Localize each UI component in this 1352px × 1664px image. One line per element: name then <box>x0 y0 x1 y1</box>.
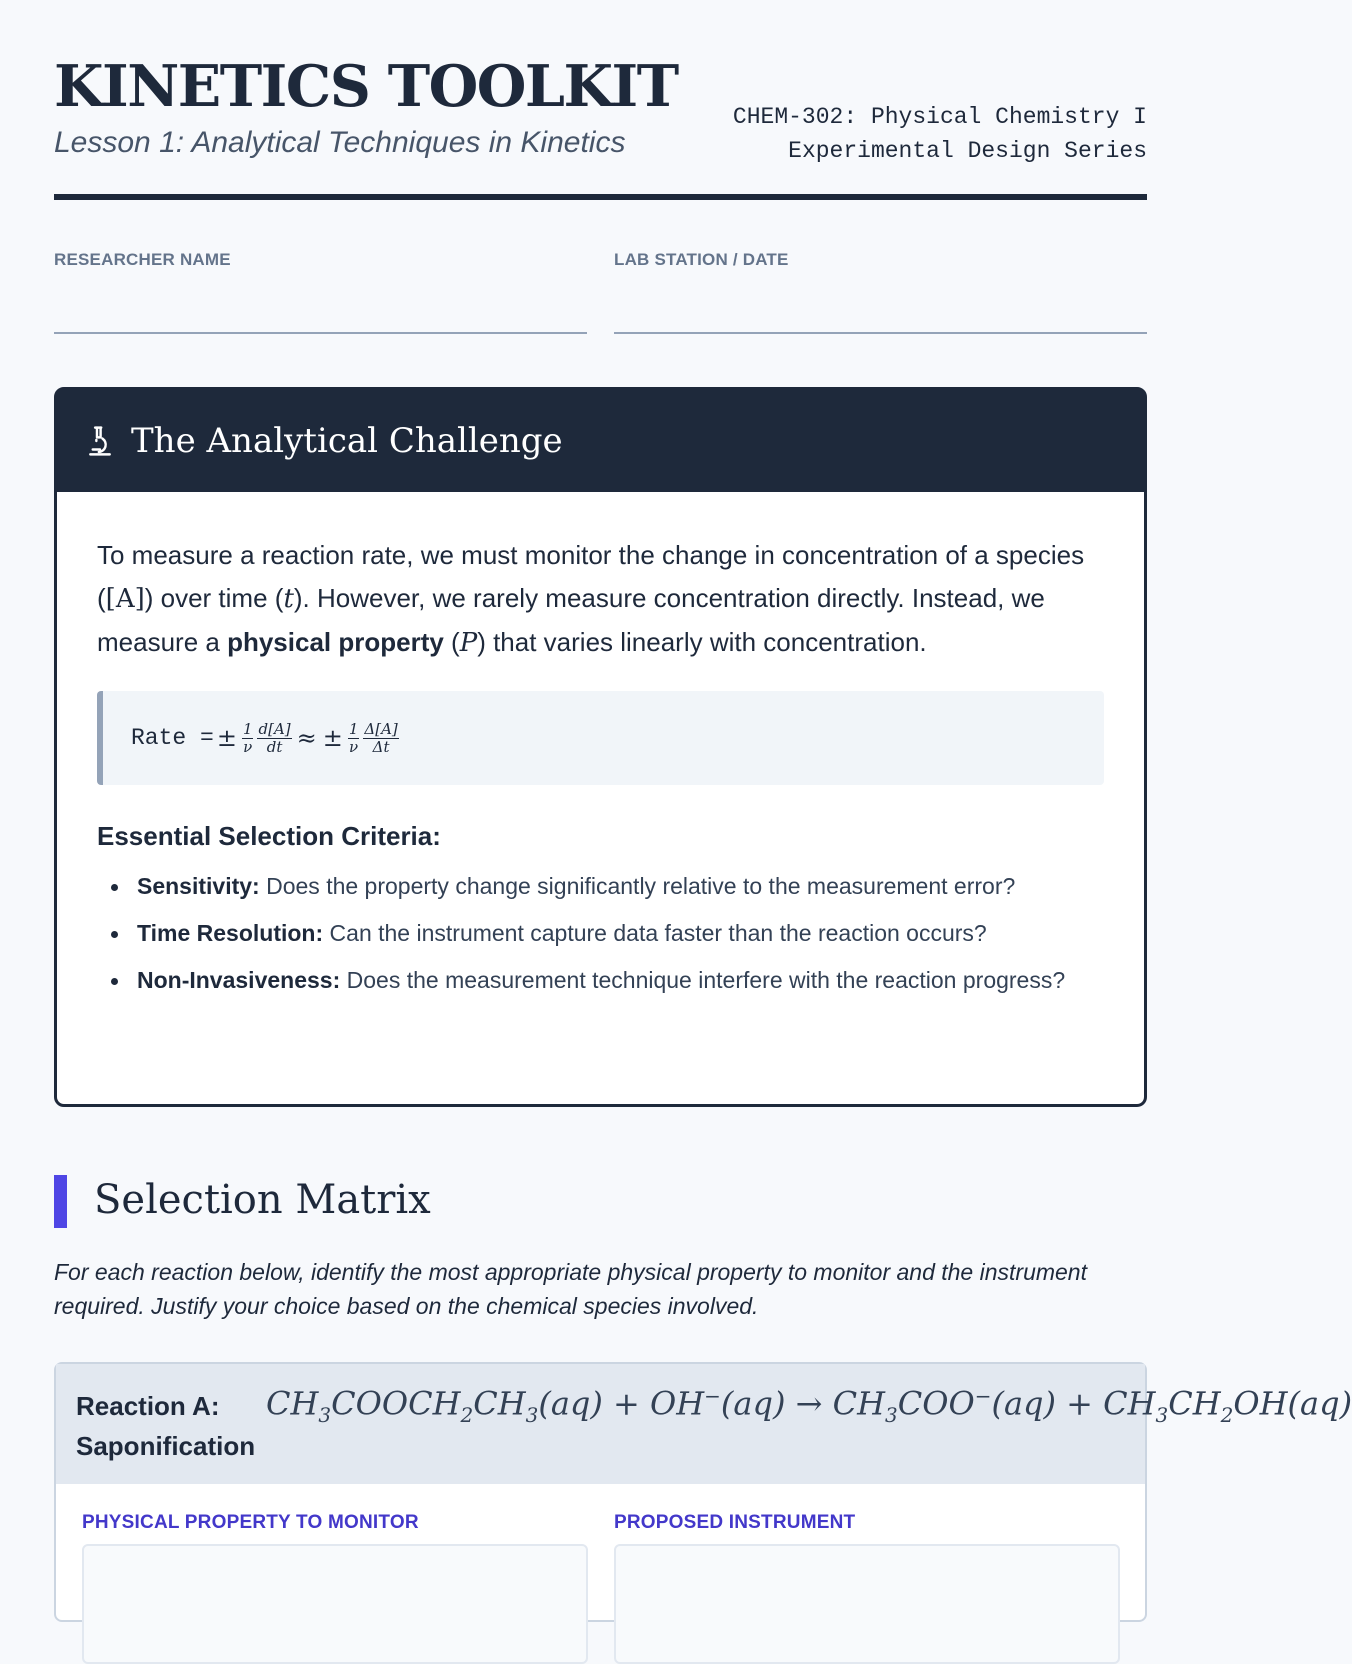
concentration-symbol: [A] <box>105 584 145 614</box>
section-accent-bar <box>54 1175 67 1228</box>
card-header <box>57 390 1144 492</box>
reaction-a-equation: $CH_3COOCH_2CH_3(aq) + OH^-(aq) \to CH_3COO^-(aq) + CH_3CH_2OH(aq)$ <box>266 1384 1352 1428</box>
time-symbol: t <box>283 584 294 614</box>
worksheet-page <box>54 0 1352 1533</box>
lab-station-date-field[interactable] <box>614 250 1147 334</box>
physical-property-term: physical property <box>227 627 444 657</box>
worksheet-fields <box>54 250 1147 336</box>
criteria-item: Sensitivity: Does the property change significantly relative to the measurement error? <box>97 870 1104 903</box>
instrument-column-label: PROPOSED INSTRUMENT <box>614 1512 856 1533</box>
criteria-list <box>97 870 1104 997</box>
researcher-name-field[interactable] <box>54 250 587 334</box>
rate-formula: Rate = ± $\frac{1}{\nu}$ $\frac{d[A]}{dt}$ ≈ ± $\frac{1}{\nu}$ $\frac{\Delta[A]}{\Delta t}$ <box>97 691 1104 785</box>
card-body <box>57 492 1144 997</box>
course-info <box>733 100 1147 168</box>
property-column-label: PHYSICAL PROPERTY TO MONITOR <box>82 1512 419 1533</box>
reaction-a-body <box>56 1484 1145 1624</box>
section-description: For each reaction below, identify the most appropriate physical property to monitor and the instrument required. Justify your choice based on the chemical species involved. <box>54 1259 1087 1319</box>
series-name: Experimental Design Series <box>788 138 1147 164</box>
section-title: Selection Matrix <box>94 1177 431 1223</box>
formula-prefix: Rate = <box>131 725 214 751</box>
card-title: The Analytical Challenge <box>131 421 563 461</box>
instrument-answer-box[interactable] <box>614 1544 1120 1664</box>
criteria-heading: Essential Selection Criteria: <box>97 821 441 851</box>
property-symbol: P <box>459 628 478 658</box>
course-name: CHEM-302: Physical Chemistry I <box>732 104 1147 130</box>
criteria-item: Time Resolution: Can the instrument capture data faster than the reaction occurs? <box>97 917 1104 950</box>
microscope-icon <box>85 424 115 458</box>
reaction-a-card <box>54 1362 1352 1622</box>
intro-paragraph: To measure a reaction rate, we must monitor the change in concentration of a species ([A]) over time (t). However, we rarely measure concentration directly. Instead, we measure a physical property (P) that varies linearly with concentration. <box>97 540 1085 658</box>
analytical-challenge-card <box>54 387 1147 1107</box>
page-header <box>54 0 1147 200</box>
lesson-subtitle: Lesson 1: Analytical Techniques in Kinetics <box>54 126 626 159</box>
property-answer-box[interactable] <box>82 1544 588 1664</box>
reaction-a-label: Reaction A: Saponification <box>76 1391 256 1461</box>
researcher-name-label: RESEARCHER NAME <box>54 250 231 269</box>
reaction-a-header <box>56 1364 1352 1484</box>
lab-station-date-label: LAB STATION / DATE <box>614 250 789 269</box>
criteria-item: Non-Invasiveness: Does the measurement technique interfere with the reaction progress? <box>97 964 1104 997</box>
page-title: KINETICS TOOLKIT <box>54 53 678 120</box>
